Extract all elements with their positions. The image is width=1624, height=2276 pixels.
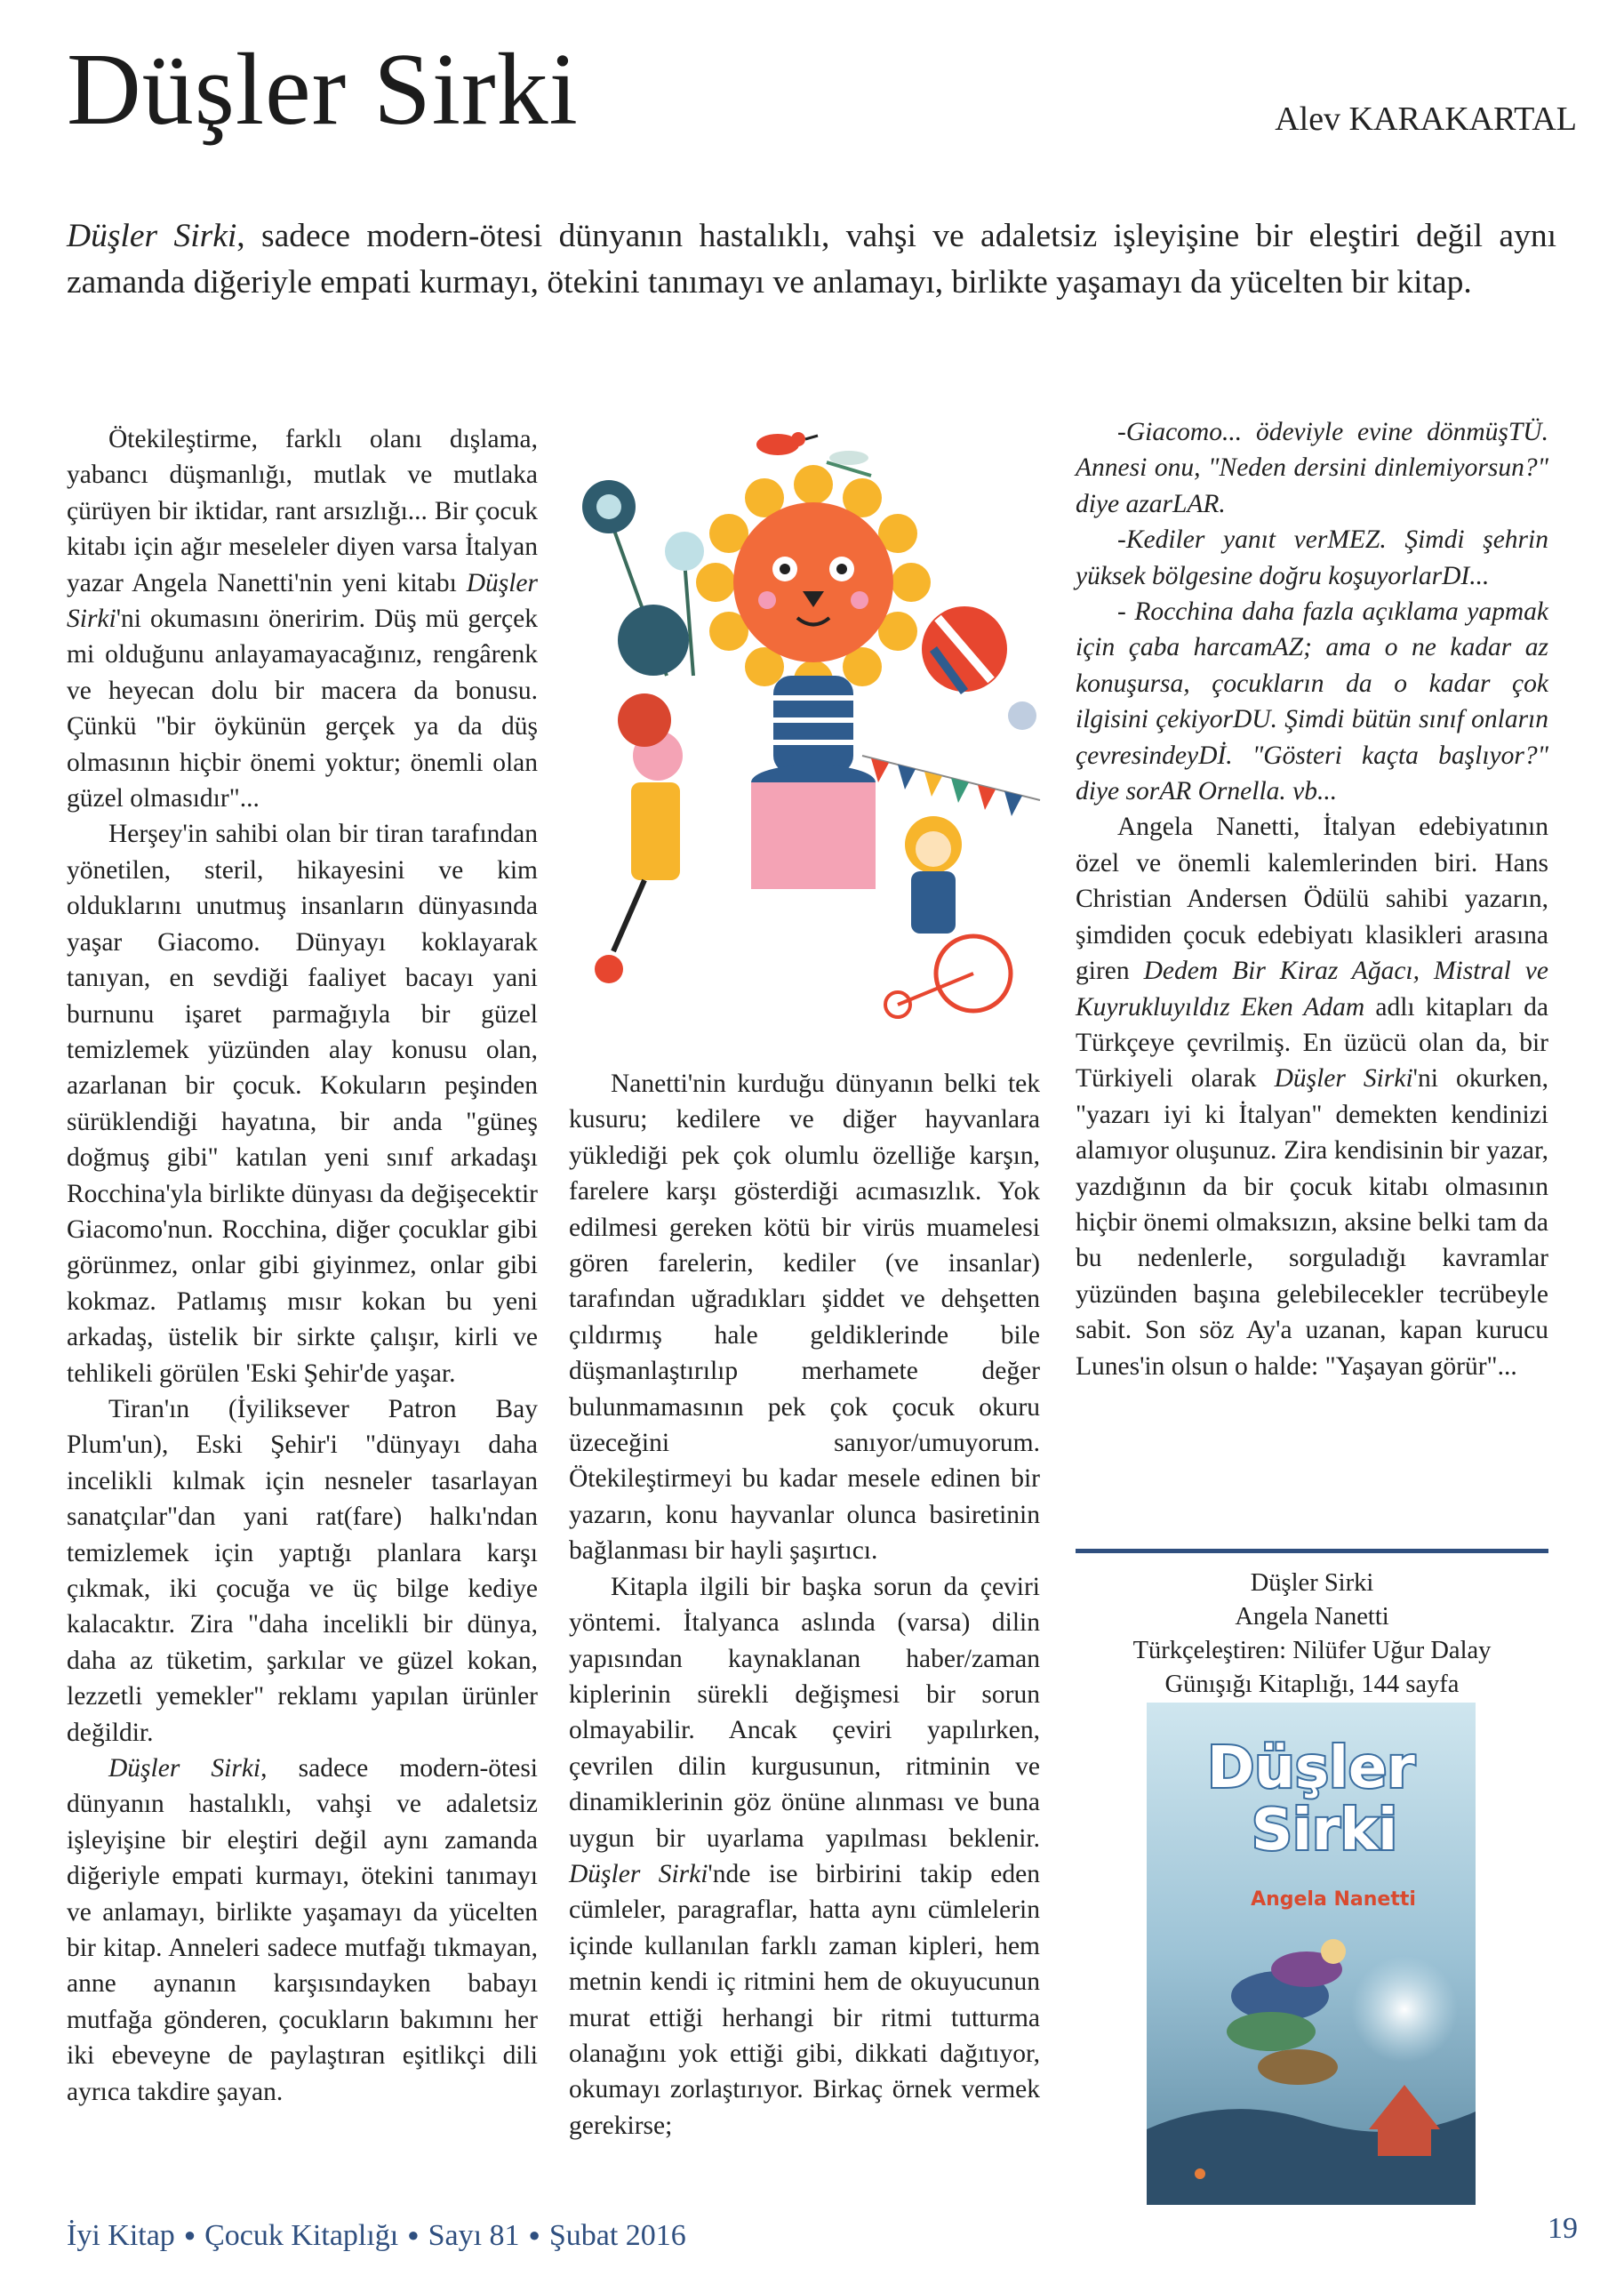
- col2-p2-text-a: Kitapla ilgili bir başka sorun da çeviri yöntemi. İtalyanca aslında (varsa) dilin yapısından kaynaklanan haber/zaman kiplerinin sürekli değişmesi bir sorun olmayabilir. Ancak çeviri yapılırken, çevrilen dilin kurgusunun, ritminin ve dinamiklerinin göz önüne alınması ve buna uygun bir uyarlama yapılması beklenir.: [569, 1572, 1040, 1853]
- book-info: [1076, 1567, 1548, 1702]
- book-info-translator: Türkçeleştiren: Nilüfer Uğur Dalay: [1132, 1637, 1492, 1664]
- col1-p4-book-title: Düşler Sirki: [108, 1754, 261, 1783]
- dialogue-example-2: -Kediler yanıt verMEZ. Şimdi şehrin yüksek bölgesine doğru koşuyorlarDI...: [1076, 525, 1548, 590]
- col1-p4-text: , sadece modern-ötesi dünyanın hastalıklı, vahşi ve adaletsiz işleyişine bir eleştiri değil aynı zamanda diğeriyle empati kurmayı, ötekini tanımayı ve anlamayı, birlikte yaşamayı da yücelten bir kitap. Anneleri sadece mutfağı tıkmayan, anne aynanın karşısındayken babayı mutfağa gönderen, çocukların bakımını her iki ebeveyne de paylaştıran eşitlikçi dili ayrıca takdire şayan.: [67, 1754, 538, 2106]
- book-info-author: Angela Nanetti: [1235, 1603, 1389, 1631]
- footer-separator: ●: [528, 2224, 540, 2246]
- cover-title-line-1: Düşler: [1207, 1735, 1415, 1801]
- col3-bio-text-b: adlı kitapları da Türkçeye çevrilmiş. En üzücü olan da, bir Türkiyeli olarak: [1076, 992, 1548, 1094]
- lead-book-title: Düşler Sirki: [67, 218, 237, 254]
- column-3: [1076, 414, 1548, 1384]
- cover-title-line-2: Sirki: [1251, 1798, 1398, 1863]
- col1-paragraph-4: [67, 1751, 538, 2110]
- col2-paragraph-1: Nanetti'nin kurduğu dünyanın belki tek kusuru; kedilere ve diğer hayvanlara yüklediği pek çok olumlu özelliğe karşın, farelere karşı gösterdiği acımasızlık. Yok edilmesi gereken kötü bir virüs muamelesi gören farelerin, kediler (ve insanlar) tarafından uğradıkları şiddet ve dehşetten çıldırmış hale geldiklerinde bile düşmanlaştırılıp merhamete değer bulunmamasının pek çok çocuk okuru üzeceğini sanıyor/umuyorum. Ötekileştirmeyi bu kadar mesele edinen bir yazarın, konu hayvanlar olunca basiretinin bağlanması bir hayli şaşırtıcı.: [569, 1070, 1040, 1566]
- book-info-divider: [1076, 1549, 1548, 1553]
- book-cover-image: [1147, 1703, 1476, 2205]
- page-footer: [67, 2219, 686, 2253]
- column-2: [569, 1066, 1040, 2144]
- col3-bio-text-c: 'ni okurken, "yazarı iyi ki İtalyan" demekten kendinizi alamıyor oluşunuz. Zira kendisinin bir yazar, yazdığının da bir çocuk kitabı olmasının hiçbir önemi olmaksızın, aksine belki tam da bu nedenlerle, sorguladığı kavramlar yüzünden başına gelebilecekler tecrübeyle sabit. Son söz Ay'a uzanan, kapan kurucu Lunes'in olsun o halde: "Yaşayan görür"...: [1076, 1064, 1549, 1381]
- col1-paragraph-3: Tiran'ın (İyiliksever Patron Bay Plum'un), Eski Şehir'i "dünyayı daha incelikli kılmak için nesneler tasarlayan sanatçılar"dan yani rat(fare) halkı'ndan temizlemek için yaptığı planlara karşı çıkmak, iki çocuğa ve üç bilge kediye kalacaktır. Zira "daha incelikli bir dünya, daha az tüketim, şarkılar ve güzel kokan, lezzetli yemekler" reklamı yapılan ürünler değildir.: [67, 1394, 538, 1747]
- dialogue-examples: [1076, 414, 1548, 809]
- col3-bio-book-titles: Dedem Bir Kiraz Ağacı, Mistral ve Kuyrukluyıldız Eken Adam: [1076, 957, 1548, 1022]
- footer-issue: Sayı 81: [428, 2219, 520, 2252]
- col2-paragraph-2: [569, 1569, 1040, 2144]
- book-info-title: Düşler Sirki: [1250, 1569, 1374, 1597]
- author-name: Alev KARAKARTAL: [1275, 100, 1577, 138]
- book-info-publisher: Günışığı Kitaplığı, 144 sayfa: [1164, 1671, 1460, 1698]
- circus-illustration: [560, 409, 1058, 1031]
- col3-author-paragraph: [1076, 809, 1548, 1384]
- lead-text: , sadece modern-ötesi dünyanın hastalıklı, vahşi ve adaletsiz işleyişine bir eleştiri değil aynı zamanda diğeriyle empati kurmayı, ötekini tanımayı ve anlamayı, birlikte yaşamayı da yücelten bir kitap.: [67, 218, 1556, 301]
- col1-p1-book-title: Düşler Sirki: [67, 568, 538, 634]
- col2-p2-book-title: Düşler Sirki: [569, 1859, 708, 1888]
- footer-separator: ●: [407, 2224, 420, 2246]
- col1-p1-text-b: 'ni okumasını öneririm. Düş mü gerçek mi olduğunu anlayamayacağınız, rengârenk ve heyecan dolu bir macera da bonusu. Çünkü "bir öykünün gerçek ya da düş olmasının hiçbir önemi yoktur; önemli olan güzel olmasıdır"...: [67, 605, 538, 813]
- col1-paragraph-2: Herşey'in sahibi olan bir tiran tarafından yönetilen, steril, hikayesini ve kim olduklarını unutmuş insanların dünyasında yaşar Giacomo. Dünyayı koklayarak tanıyan, en sevdiği faaliyet bacayı yani burnunu işaret parmağıyla bir güzel temizlemek yüzünden alay konusu olan, azarlanan bir çocuk. Kokuların peşinden sürüklendiği hayatına, bir anda "güneş doğmuş gibi" katılan yeni sınıf arkadaşı Rocchina'yla birlikte dünyası da değişecektir Giacomo'nun. Rocchina, diğer çocuklar gibi görünmez, onlar gibi giyinmez, onlar gibi kokmaz. Patlamış mısır kokan bu yeni arkadaş, üstelik bir sirkte çalışır, kirli ve tehlikeli görülen 'Eski Şehir'de yaşar.: [67, 820, 538, 1388]
- column-1: [67, 421, 538, 2110]
- cover-author: Angela Nanetti: [1251, 1888, 1416, 1911]
- col1-p1-text-a: Ötekileştirme, farklı olanı dışlama, yabancı düşmanlığı, mutlak ve mutlaka çürüyen bir iktidar, rant arsızlığı... Bir çocuk kitabı için ağır meseleler diyen varsa İtalyan yazar Angela Nanetti'nin yeni kitabı: [67, 425, 538, 597]
- footer-magazine: İyi Kitap: [67, 2219, 175, 2252]
- footer-separator: ●: [183, 2224, 196, 2246]
- col3-bio-text-a: Angela Nanetti, İtalyan edebiyatının özel ve önemli kalemlerinden biri. Hans Christian Andersen Ödülü sahibi yazarın, şimdiden çocuk edebiyatı klasikleri arasına giren: [1076, 813, 1548, 986]
- col3-bio-book-title: Düşler Sirki: [1274, 1064, 1413, 1094]
- dialogue-example-3: - Rocchina daha fazla açıklama yapmak için çaba harcamAZ; ama o ne kadar az konuşursa, çocukların da o kadar çok ilgisini çekiyorDU. Şimdi bütün sınıf onların çevresindeyDİ. "Gösteri kaçta başlıyor?" diye sorAR Ornella. vb...: [1076, 597, 1548, 806]
- dialogue-example-1: -Giacomo... ödeviyle evine dönmüşTÜ. Annesi onu, "Neden dersini dinlemiyorsun?" diye azarLAR.: [1076, 418, 1548, 518]
- footer-section: Çocuk Kitaplığı: [204, 2219, 399, 2252]
- footer-date: Şubat 2016: [548, 2219, 686, 2252]
- col1-paragraph-1: [67, 421, 538, 816]
- lead-paragraph: [67, 213, 1556, 306]
- article-title: Düşler Sirki: [67, 33, 579, 147]
- page-number: 19: [1548, 2212, 1578, 2245]
- col2-p2-text-b: 'nde ise birbirini takip eden cümleler, paragraflar, hatta aynı cümlelerin içinde kullanılan farklı zaman kipleri, hem metnin kendi iç ritmini hem de okuyucunun murat ettiği herhangi bir ritmi tutturma olanağını yok ettiği gibi, dikkati dağıtıyor, okumayı zorlaştırıyor. Birkaç örnek vermek gerekirse;: [569, 1859, 1040, 2140]
